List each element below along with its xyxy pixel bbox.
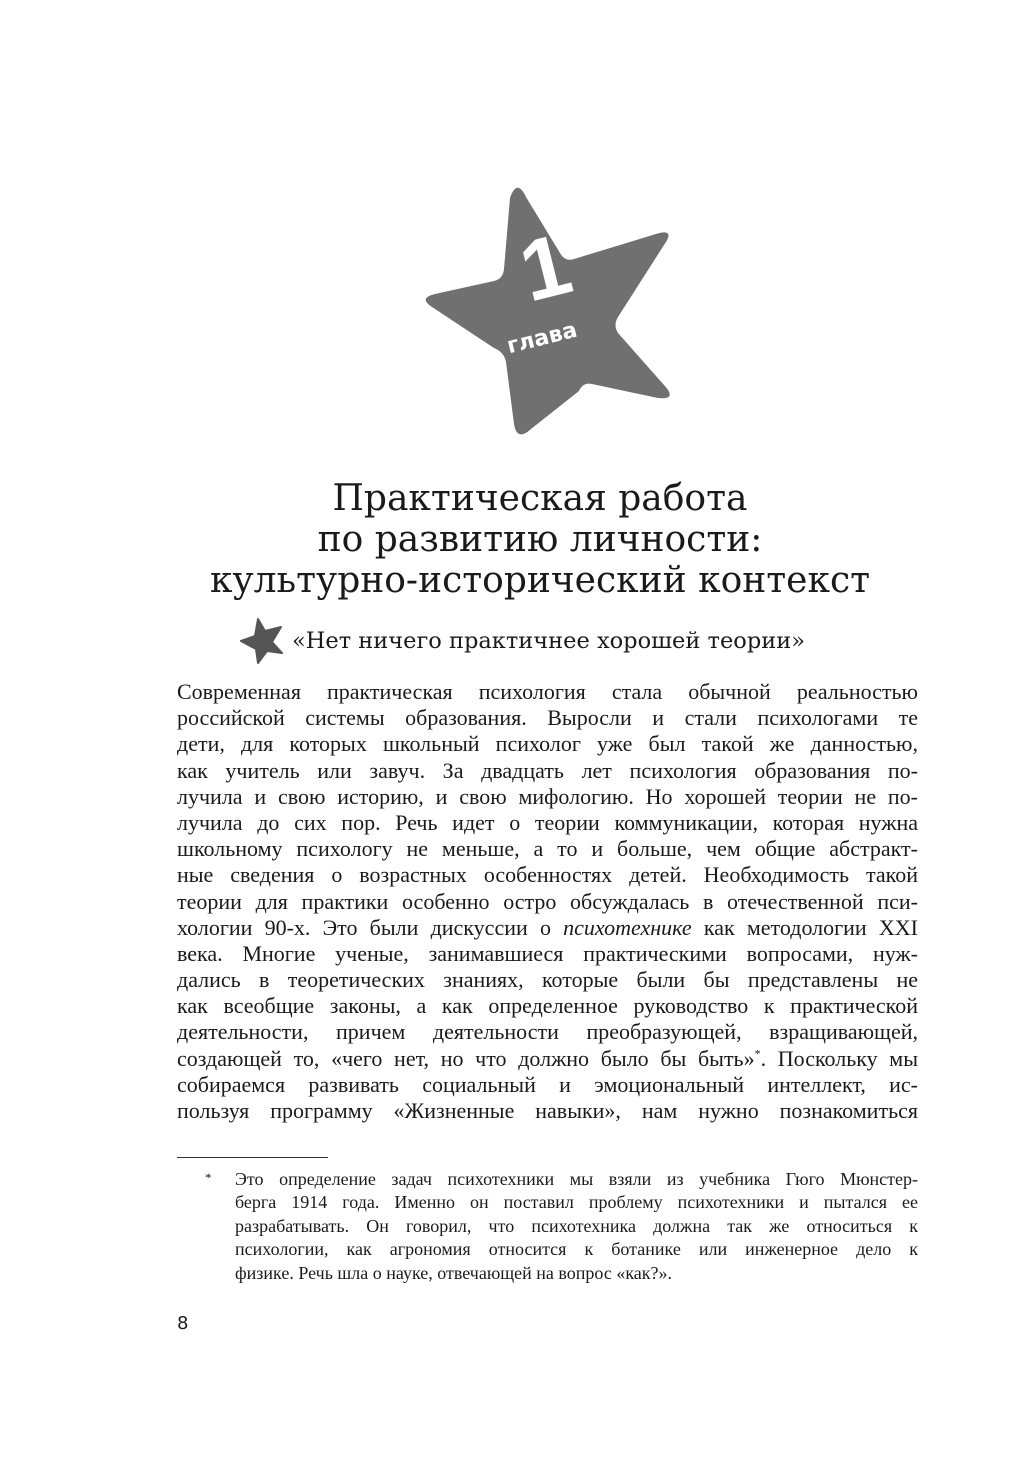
footnote-line: психологии, как агрономия относится к ботанике или инженерное дело к bbox=[235, 1239, 918, 1260]
section-heading-text: «Нет ничего практичнее хорошей теории» bbox=[292, 628, 805, 654]
text-line: пользуя программу «Жизненные навыки», нам нужно познакомиться bbox=[177, 1098, 918, 1123]
text-line: российской системы образования. Выросли и стали психологами те bbox=[177, 705, 918, 731]
text-line bbox=[177, 1046, 918, 1072]
footnote-divider bbox=[177, 1157, 328, 1158]
footnote-line: физике. Речь шла о науке, отвечающей на вопрос «как?». bbox=[235, 1262, 673, 1283]
star-icon bbox=[236, 616, 286, 666]
chapter-number: 1 bbox=[510, 215, 581, 321]
text-line: дались в теоретических знаниях, которые были бы представлены не bbox=[177, 967, 918, 993]
text-line: Современная практическая психология стала обычной реальностью bbox=[177, 679, 918, 704]
chapter-label: глава bbox=[504, 317, 580, 360]
chapter-title bbox=[140, 478, 940, 601]
text-line: ные сведения о возрастных особенностях детей. Необходимость такой bbox=[177, 862, 918, 888]
text-line: собираемся развивать социальный и эмоциональный интеллект, ис- bbox=[177, 1071, 918, 1097]
text-line: века. Многие ученые, занимавшиеся практическими вопросами, нуж- bbox=[177, 940, 918, 966]
star-icon bbox=[418, 180, 672, 442]
text-line: теории для практики особенно остро обсуждалась в отечественной пси- bbox=[177, 888, 918, 914]
italic-term: психотехнике bbox=[563, 914, 692, 940]
text-run: как методологии XXI bbox=[691, 914, 918, 940]
section-heading bbox=[236, 614, 805, 668]
text-line: школьному психологу не меньше, а то и больше, чем общие абстракт- bbox=[177, 836, 918, 862]
footnote-line: берга 1914 года. Именно он поставил проблему психотехники и пытался ее bbox=[235, 1192, 918, 1213]
text-line: как учитель или завуч. За двадцать лет психология образования по- bbox=[177, 757, 918, 783]
body-paragraph bbox=[177, 679, 918, 1124]
text-line: лучила до сих пор. Речь идет о теории коммуникации, которая нужна bbox=[177, 809, 918, 835]
page-number: 8 bbox=[177, 1313, 189, 1334]
text-line: деятельности, причем деятельности преобразующей, взращивающей, bbox=[177, 1019, 918, 1045]
title-line: по развитию личности: bbox=[317, 519, 763, 560]
footnote-body bbox=[235, 1168, 918, 1285]
footnote-line: Это определение задач психотехники мы взяли из учебника Гюго Мюнстер- bbox=[235, 1169, 918, 1189]
footnote bbox=[205, 1168, 918, 1285]
text-run: . Поскольку мы bbox=[760, 1045, 919, 1071]
text-run: хологии 90-х. Это были дискуссии о bbox=[177, 914, 564, 940]
chapter-star-badge bbox=[418, 180, 672, 442]
footnote-reference: * bbox=[754, 1046, 761, 1061]
text-line bbox=[177, 915, 918, 941]
title-line: культурно-исторический контекст bbox=[209, 560, 871, 601]
text-line: как всеобщие законы, а как определенное руководство к практической bbox=[177, 993, 918, 1019]
text-line: дети, для которых школьный психолог уже был такой же данностью, bbox=[177, 731, 918, 757]
footnote-line: разрабатывать. Он говорил, что психотехника должна так же относиться к bbox=[235, 1215, 918, 1236]
text-run: создающей то, «чего нет, но что должно было бы быть» bbox=[177, 1045, 755, 1071]
footnote-marker: * bbox=[205, 1170, 212, 1185]
title-line: Практическая работа bbox=[332, 478, 748, 519]
text-line: лучила и свою историю, и свою мифологию. Но хорошей теории не по- bbox=[177, 783, 918, 809]
